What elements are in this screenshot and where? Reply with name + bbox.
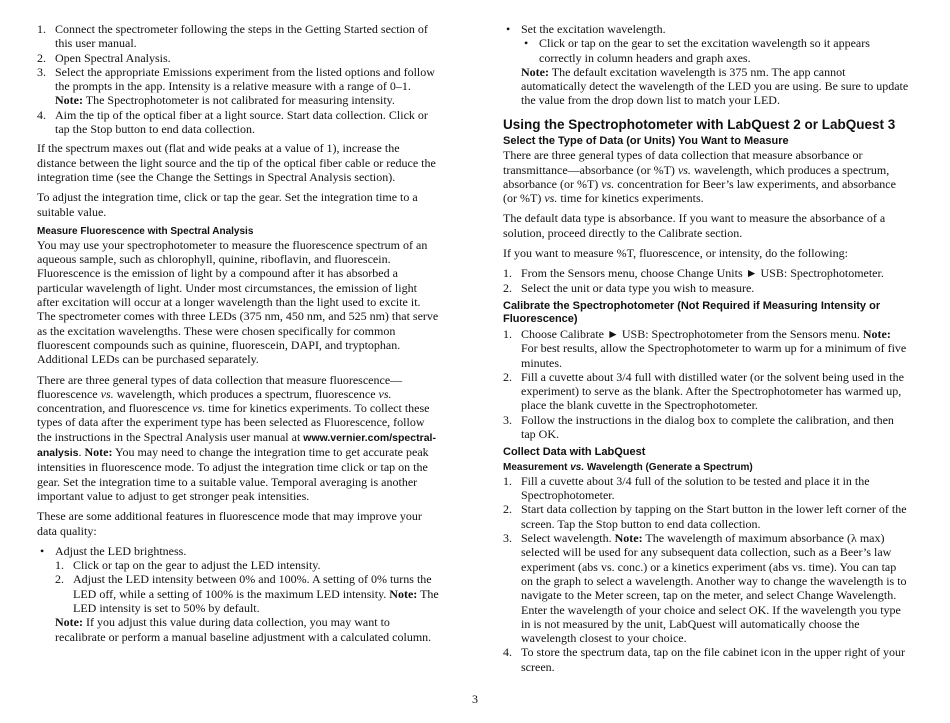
list-item: • Adjust the LED brightness. 1. Click or tap on the gear to adjust the LED intensity. 2. Adjust the LED intensity between 0% and 100%. A setting of 0% turns the LED off, while a setting of 100% is the maximum LED intensity. Note: The LED intensity is set to 50% by default. Note: If you adjust this value during data collection, you may want to recalibrate or perform a manual baseline adjustment with a calculated column. [37, 544, 441, 644]
subsection-heading: Calibrate the Spectrophotometer (Not Required if Measuring Intensity or Fluorescence) [503, 299, 881, 326]
bullet-icon: • [506, 22, 511, 36]
calibrate-steps [503, 327, 909, 441]
subsection-heading: Measurement vs. Wavelength (Generate a Spectrum) [503, 461, 753, 473]
subsection-heading: Collect Data with LabQuest [503, 446, 646, 459]
list-item: 2. Adjust the LED intensity between 0% and 100%. A setting of 0% turns the LED off, while a setting of 100% is the maximum LED intensity. Note: The LED intensity is set to 50% by default. [55, 572, 439, 615]
feature-list [37, 544, 441, 644]
paragraph: If the spectrum maxes out (flat and wide peaks at a value of 1), increase the distance between the light source and the tip of the optical fiber cable or reduce the integration time (see the Change the Settings in Spectral Analysis section). [37, 141, 436, 184]
paragraph: You may use your spectrophotometer to measure the fluorescence spectrum of an aqueous sample, such as chlorophyll, quinine, riboflavin, and fluorescein. Fluorescence is the emission of light by a compound after it has absorbed a particular wavelength of light. Under most circumstances, the emission of light after excitation will occur at a longer wavelength than the light used to excite it. The spectrometer comes with three LEDs (375 nm, 450 nm, and 525 nm) that serve as the excitation wavelengths. These were chosen specifically for common fluorescent compounds such as quinine, fluorescein, DAPI, and tryptophan. Additional LEDs can be purchased separately. [37, 237, 439, 367]
url-link[interactable]: www.vernier.com/spectral-analysis [37, 431, 436, 460]
note: Note: The Spectrophotometer is not calibrated for measuring intensity. [55, 93, 395, 108]
list-item: 1. Connect the spectrometer following the steps in the Getting Started section of this user manual. [37, 22, 428, 51]
list-item: 4. To store the spectrum data, tap on the file cabinet icon in the upper right of your screen. [503, 645, 906, 674]
page-number: 3 [472, 692, 478, 706]
bullet-icon: • [40, 543, 45, 558]
list-item: 1. Click or tap on the gear to adjust the LED intensity. [55, 558, 321, 573]
list-item: 2. Fill a cuvette about 3/4 full with distilled water (or the solvent being used in the experiment) to serve as the blank. After the Spectrophotometer has warmed up, place the blank cuvette in the Spectrophotometer. [503, 369, 904, 413]
led-steps [55, 558, 441, 615]
paragraph: The default data type is absorbance. If you want to measure the absorbance of a solution, proceed directly to the Calibrate section. [503, 211, 886, 240]
list-item: 2. Start data collection by tapping on the Start button in the lower left corner of the screen. Tap the Stop button to end data collection. [503, 502, 907, 531]
note: Note: If you adjust this value during data collection, you may want to recalibrate or perform a manual baseline adjustment with a calculated column. [55, 615, 432, 644]
left-column [37, 22, 441, 644]
paragraph: If you want to measure %T, fluorescence, or intensity, do the following: [503, 246, 848, 261]
list-item: 3. Follow the instructions in the dialog box to complete the calibration, and then tap OK. [503, 412, 894, 442]
list-item: 3. Select the appropriate Emissions experiment from the listed options and follow the prompts in the app. Intensity is a relative measure with a range of 0–1. Note: The Spectrophotometer is not calibrated for measuring intensity. [37, 65, 441, 108]
bullet-icon: • [524, 36, 529, 51]
right-column [503, 22, 909, 679]
excitation-list [503, 22, 909, 108]
note: Note: The default excitation wavelength is 375 nm. The app cannot automatically detect the wavelength of the LED you are using. Be sure to update the value from the drop down list to match your LED. [521, 64, 909, 108]
paragraph: To adjust the integration time, click or tap the gear. Set the integration time to a suitable value. [37, 190, 418, 219]
section-heading: Using the Spectrophotometer with LabQuest 2 or LabQuest 3 [503, 116, 896, 132]
paragraph: These are some additional features in fluorescence mode that may improve your data quality: [37, 509, 422, 538]
list-item: 1. From the Sensors menu, choose Change Units ► USB: Spectrophotometer. [503, 266, 884, 281]
list-item: 1. Fill a cuvette about 3/4 full of the solution to be tested and place it in the Spectrophotometer. [503, 473, 870, 503]
subsection-heading: Select the Type of Data (or Units) You Want to Measure [503, 134, 789, 147]
paragraph: There are three general types of data collection that measure fluorescence—fluorescence vs. wavelength, which produces a spectrum, fluorescence vs. concentration, and fluorescence vs. time for kinetics experiments. To collect these types of data after the experiment type has been selected as Fluorescence, follow the instructions in the Spectral Analysis user manual at www.vernier.com/spectral-analysis. Note: You may need to change the integration time to get accurate peak intensities in fluorescence mode. To adjust the integration time click or tap on the gear. Set the integration time to a suitable value. Temporal averaging is another important value to adjust to get stronger peak intensities. [37, 372, 436, 503]
sub-list [521, 36, 909, 65]
paragraph: There are three general types of data collection that measure absorbance or transmittance—absorbance (or %T) vs. wavelength, which produces a spectrum, absorbance (or %T) vs. concentration for Beer’s law experiments, and absorbance (or %T) vs. time for kinetics experiments. [503, 148, 896, 206]
collect-steps [503, 474, 909, 674]
list-item: • Set the excitation wavelength. • Click or tap on the gear to set the excitation wavelength so it appears correctly in column headers and graph axes. Note: The default excitation wavelength is 375 nm. The app cannot automatically detect the wavelength of the LED you are using. Be sure to update the value from the drop down list to match your LED. [506, 22, 909, 108]
list-item: 2. Open Spectral Analysis. [37, 50, 171, 65]
section-heading: Measure Fluorescence with Spectral Analysis [37, 225, 254, 237]
list-item: 4. Aim the tip of the optical fiber at a light source. Start data collection. Click or tap the Stop button to end data collection. [37, 107, 428, 137]
spectral-analysis-steps [37, 22, 441, 136]
list-item: 1. Choose Calibrate ► USB: Spectrophotometer from the Sensors menu. Note: For best results, allow the Spectrophotometer to warm up for a minimum of five minutes. [503, 326, 907, 370]
list-item: • Click or tap on the gear to set the excitation wavelength so it appears correctly in column headers and graph axes. [524, 36, 870, 65]
list-item: 2. Select the unit or data type you wish to measure. [503, 280, 755, 295]
unit-steps [503, 266, 909, 295]
list-item: 3. Select wavelength. Note: The wavelength of maximum absorbance (λ max) selected will be used for any subsequent data collection, such as a Beer’s law experiment (abs vs. conc.) or a kinetics experiment (abs vs. time). You can tap on the graph to select a wavelength. Another way to change the wavelength is to navigate to the Meter screen, tap on the meter, and select Change Wavelength. Enter the wavelength of your choice and select OK. If the wavelength you type in is not measured by the unit, LabQuest will automatically choose the wavelength closest to your choice. [503, 531, 907, 646]
